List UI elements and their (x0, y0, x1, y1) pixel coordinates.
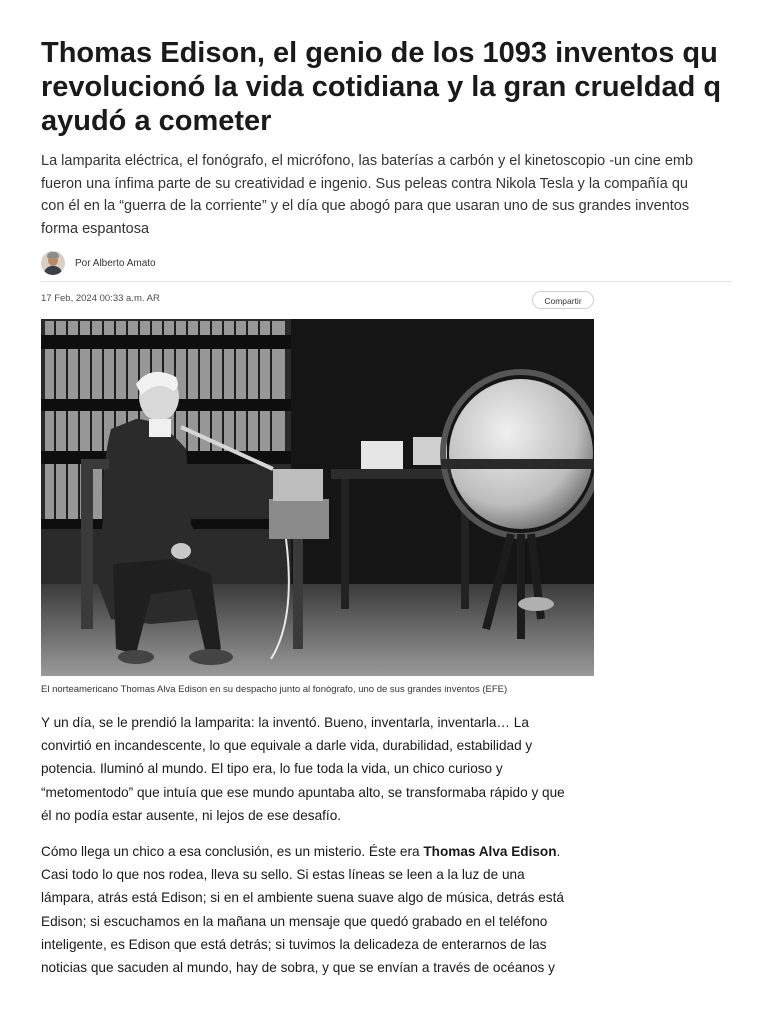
article-photo (41, 319, 594, 676)
paragraph-line: lámpara, atrás está Edison; si en el ambiente suena suave algo de música, detrás está (41, 890, 564, 906)
subheadline-line: La lamparita eléctrica, el fonógrafo, el micrófono, las baterías a carbón y el kinetoscopio -un cine emb (41, 153, 694, 169)
publish-date: 17 Feb, 2024 00:33 a.m. AR (41, 293, 160, 304)
paragraph-line: convirtió en incandescente, lo que equivale a darle vida, durabilidad, estabilidad y (41, 738, 533, 754)
subheadline-line: fueron una ínfima parte de su creatividad e ingenio. Sus peleas contra Nikola Tesla y la compañía qu (41, 175, 688, 192)
paragraph-line: noticias que sacuden al mundo, hay de sobra, y que se envían a través de océanos y (41, 960, 555, 976)
paragraph-line: inteligente, es Edison que está detrás; si tuvimos la delicadeza de enterarnos de las (41, 936, 547, 952)
subheadline-line: con él en la “guerra de la corriente” y el día que abogó para que usaran uno de sus grandes inventos (41, 198, 690, 214)
article-headline (41, 36, 731, 138)
subheadline-line: forma espantosa (41, 220, 150, 237)
author-name[interactable]: Por Alberto Amato (75, 257, 156, 269)
paragraph-1 (41, 711, 601, 827)
paragraph-2 (41, 840, 601, 979)
headline-line: ayudó a cometer (41, 105, 272, 137)
bold-name: Thomas Alva Edison (423, 844, 557, 859)
paragraph-text: . (556, 844, 561, 859)
article-subheadline (41, 150, 731, 240)
paragraph-line (41, 840, 601, 863)
photo-caption: El norteamericano Thomas Alva Edison en su despacho junto al fonógrafo, uno de sus grandes inventos (EFE) (41, 684, 508, 695)
paragraph-line: Edison; si escuchamos en la mañana un mensaje que quedó grabado en el teléfono (41, 913, 548, 929)
paragraph-line: Casi todo lo que nos rodea, lleva su sello. Si estas líneas se leen a la luz de una (41, 867, 525, 883)
author-byline[interactable] (41, 250, 156, 276)
paragraph-line: potencia. Iluminó al mundo. El tipo era, lo fue toda la vida, un chico curioso y (41, 761, 503, 777)
divider (41, 281, 732, 282)
paragraph-line: Y un día, se le prendió la lamparita: la inventó. Bueno, inventarla, inventarla… La (41, 715, 529, 730)
paragraph-line: “metomentodo” que intuía que ese mundo apuntaba alto, se transformaba rápido y que (41, 784, 565, 800)
headline-line: revolucionó la vida cotidiana y la gran crueldad q (41, 71, 722, 103)
share-button[interactable]: Compartir (532, 291, 594, 309)
headline-line: Thomas Edison, el genio de los 1093 inventos qu (41, 37, 718, 69)
paragraph-line: él no podía estar ausente, ni lejos de ese desafío. (41, 807, 342, 823)
paragraph-text: Cómo llega un chico a esa conclusión, es un misterio. Éste era (41, 844, 424, 859)
author-avatar[interactable] (41, 251, 65, 275)
